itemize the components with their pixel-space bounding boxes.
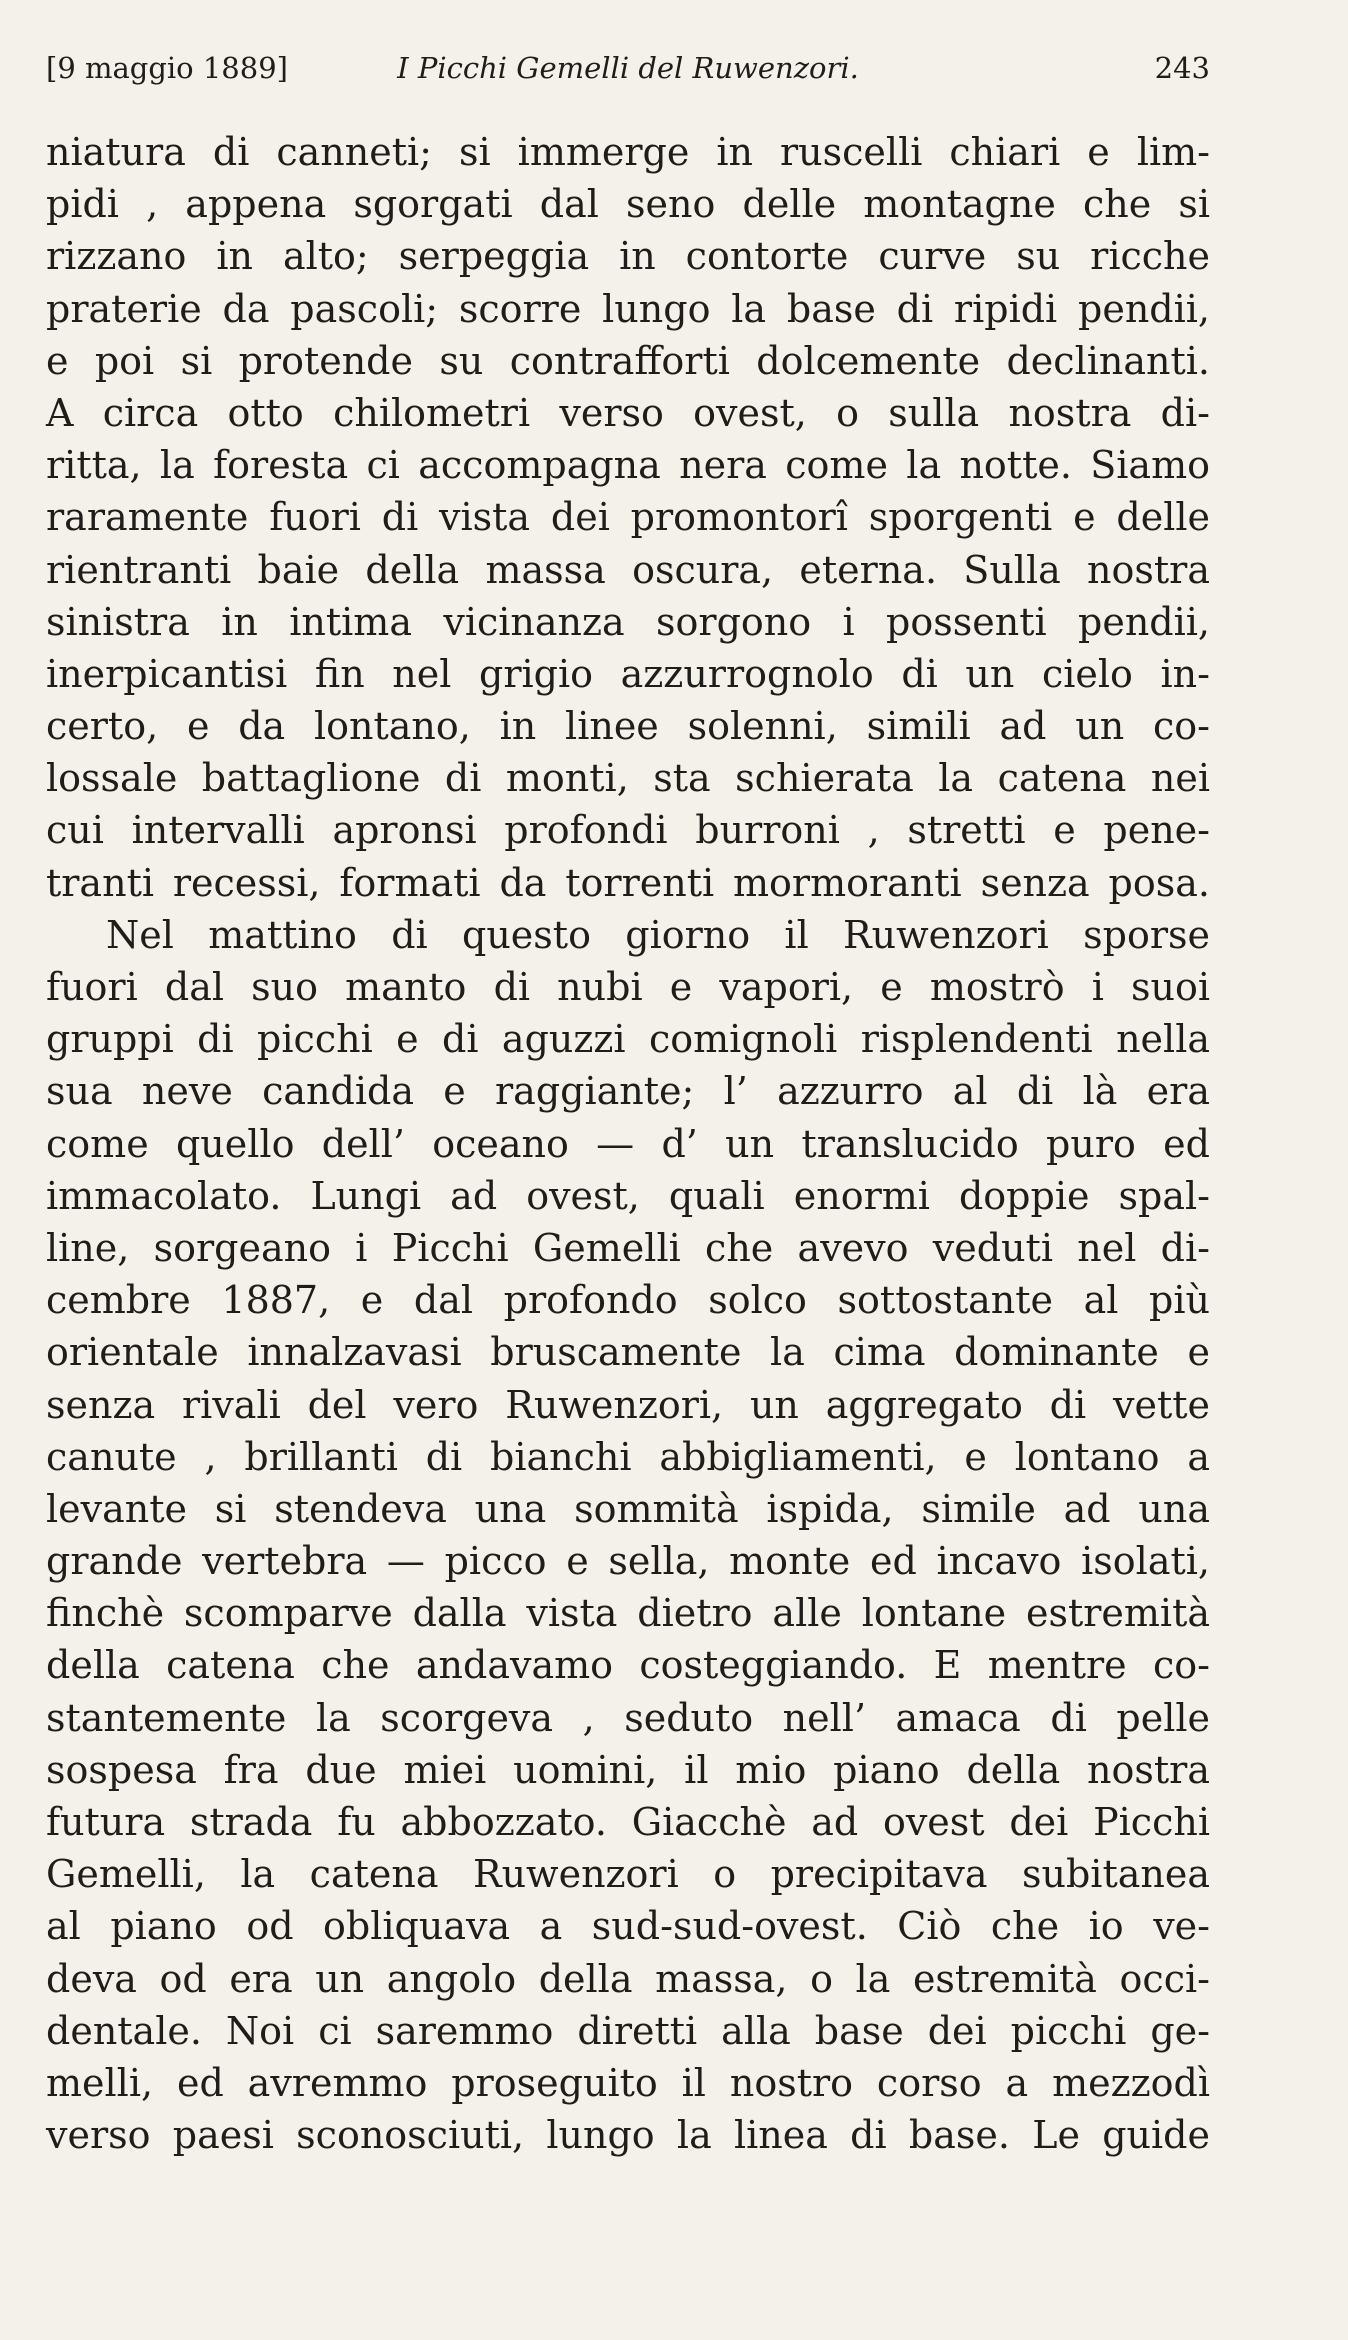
header-chapter-title: I Picchi Gemelli del Ruwenzori. (397, 51, 859, 85)
running-header (46, 48, 1210, 88)
text-line: praterie da pascoli; scorre lungo la base di ripidi pendii, (46, 286, 1210, 331)
header-date: [9 maggio 1889] (46, 51, 288, 85)
text-line: senza rivali del vero Ruwenzori, un aggregato di vette (46, 1382, 1210, 1427)
text-line: niatura di canneti; si immerge in ruscelli chiari e lim- (46, 130, 1210, 174)
text-line: stantemente la scorgeva , seduto nell’ amaca di pelle (46, 1695, 1210, 1740)
text-line: dentale. Noi ci saremmo diretti alla base dei picchi ge- (46, 2008, 1210, 2053)
text-line: melli, ed avremmo proseguito il nostro corso a mezzodì (46, 2060, 1210, 2105)
text-line: lossale battaglione di monti, sta schierata la catena nei (46, 756, 1210, 801)
text-line: e poi si protende su contrafforti dolcemente declinanti. (46, 338, 1210, 383)
body-text (46, 126, 1210, 2161)
text-line: gruppi di picchi e di aguzzi comignoli risplendenti nella (46, 1017, 1210, 1062)
text-line: cembre 1887, e dal profondo solco sottostante al più (46, 1278, 1210, 1323)
text-line: ritta, la foresta ci accompagna nera come la notte. Siamo (46, 443, 1210, 488)
text-line: finchè scomparve dalla vista dietro alle lontane estremità (46, 1591, 1210, 1636)
text-line: Gemelli, la catena Ruwenzori o precipitava subitanea (46, 1852, 1210, 1897)
text-line: certo, e da lontano, in linee solenni, simili ad un co- (46, 704, 1210, 749)
text-line: sinistra in intima vicinanza sorgono i possenti pendii, (46, 599, 1210, 644)
text-line: pidi , appena sgorgati dal seno delle montagne che si (46, 182, 1210, 227)
text-line: verso paesi sconosciuti, lungo la linea di base. Le guide (46, 2113, 1210, 2158)
text-line: sospesa fra due miei uomini, il mio piano della nostra (46, 1747, 1210, 1792)
text-line: raramente fuori di vista dei promontorî sporgenti e delle (46, 495, 1210, 540)
text-line: come quello dell’ oceano — d’ un translucido puro ed (46, 1121, 1210, 1166)
text-line: rientranti baie della massa oscura, eterna. Sulla nostra (46, 547, 1210, 592)
text-line: levante si stendeva una sommità ispida, simile ad una (46, 1486, 1210, 1531)
text-line: al piano od obliquava a sud-sud-ovest. Ciò che io ve- (46, 1904, 1210, 1949)
text-line: della catena che andavamo costeggiando. E mentre co- (46, 1643, 1210, 1688)
text-line: immacolato. Lungi ad ovest, quali enormi doppie spal- (46, 1173, 1210, 1218)
text-line: grande vertebra — picco e sella, monte ed incavo isolati, (46, 1539, 1210, 1584)
text-line: futura strada fu abbozzato. Giacchè ad ovest dei Picchi (46, 1800, 1210, 1844)
text-line: orientale innalzavasi bruscamente la cima dominante e (46, 1330, 1210, 1375)
text-line: canute , brillanti di bianchi abbigliamenti, e lontano a (46, 1434, 1210, 1479)
text-line: line, sorgeano i Picchi Gemelli che avevo veduti nel di- (46, 1225, 1210, 1270)
paragraph-start-line: Nel mattino di questo giorno il Ruwenzori sporse (106, 912, 1210, 957)
text-line: cui intervalli apronsi profondi burroni , stretti e pene- (46, 808, 1210, 853)
text-line: fuori dal suo manto di nubi e vapori, e mostrò i suoi (46, 965, 1210, 1009)
text-line: A circa otto chilometri verso ovest, o sulla nostra di- (46, 390, 1210, 435)
text-line: sua neve candida e raggiante; l’ azzurro al di là era (46, 1069, 1210, 1114)
text-line: deva od era un angolo della massa, o la estremità occi- (46, 1956, 1210, 2001)
text-line: tranti recessi, formati da torrenti mormoranti senza posa. (46, 860, 1210, 905)
page-number: 243 (1154, 51, 1210, 85)
text-line: rizzano in alto; serpeggia in contorte curve su ricche (46, 234, 1210, 279)
text-line: inerpicantisi fin nel grigio azzurrognolo di un cielo in- (46, 651, 1210, 696)
